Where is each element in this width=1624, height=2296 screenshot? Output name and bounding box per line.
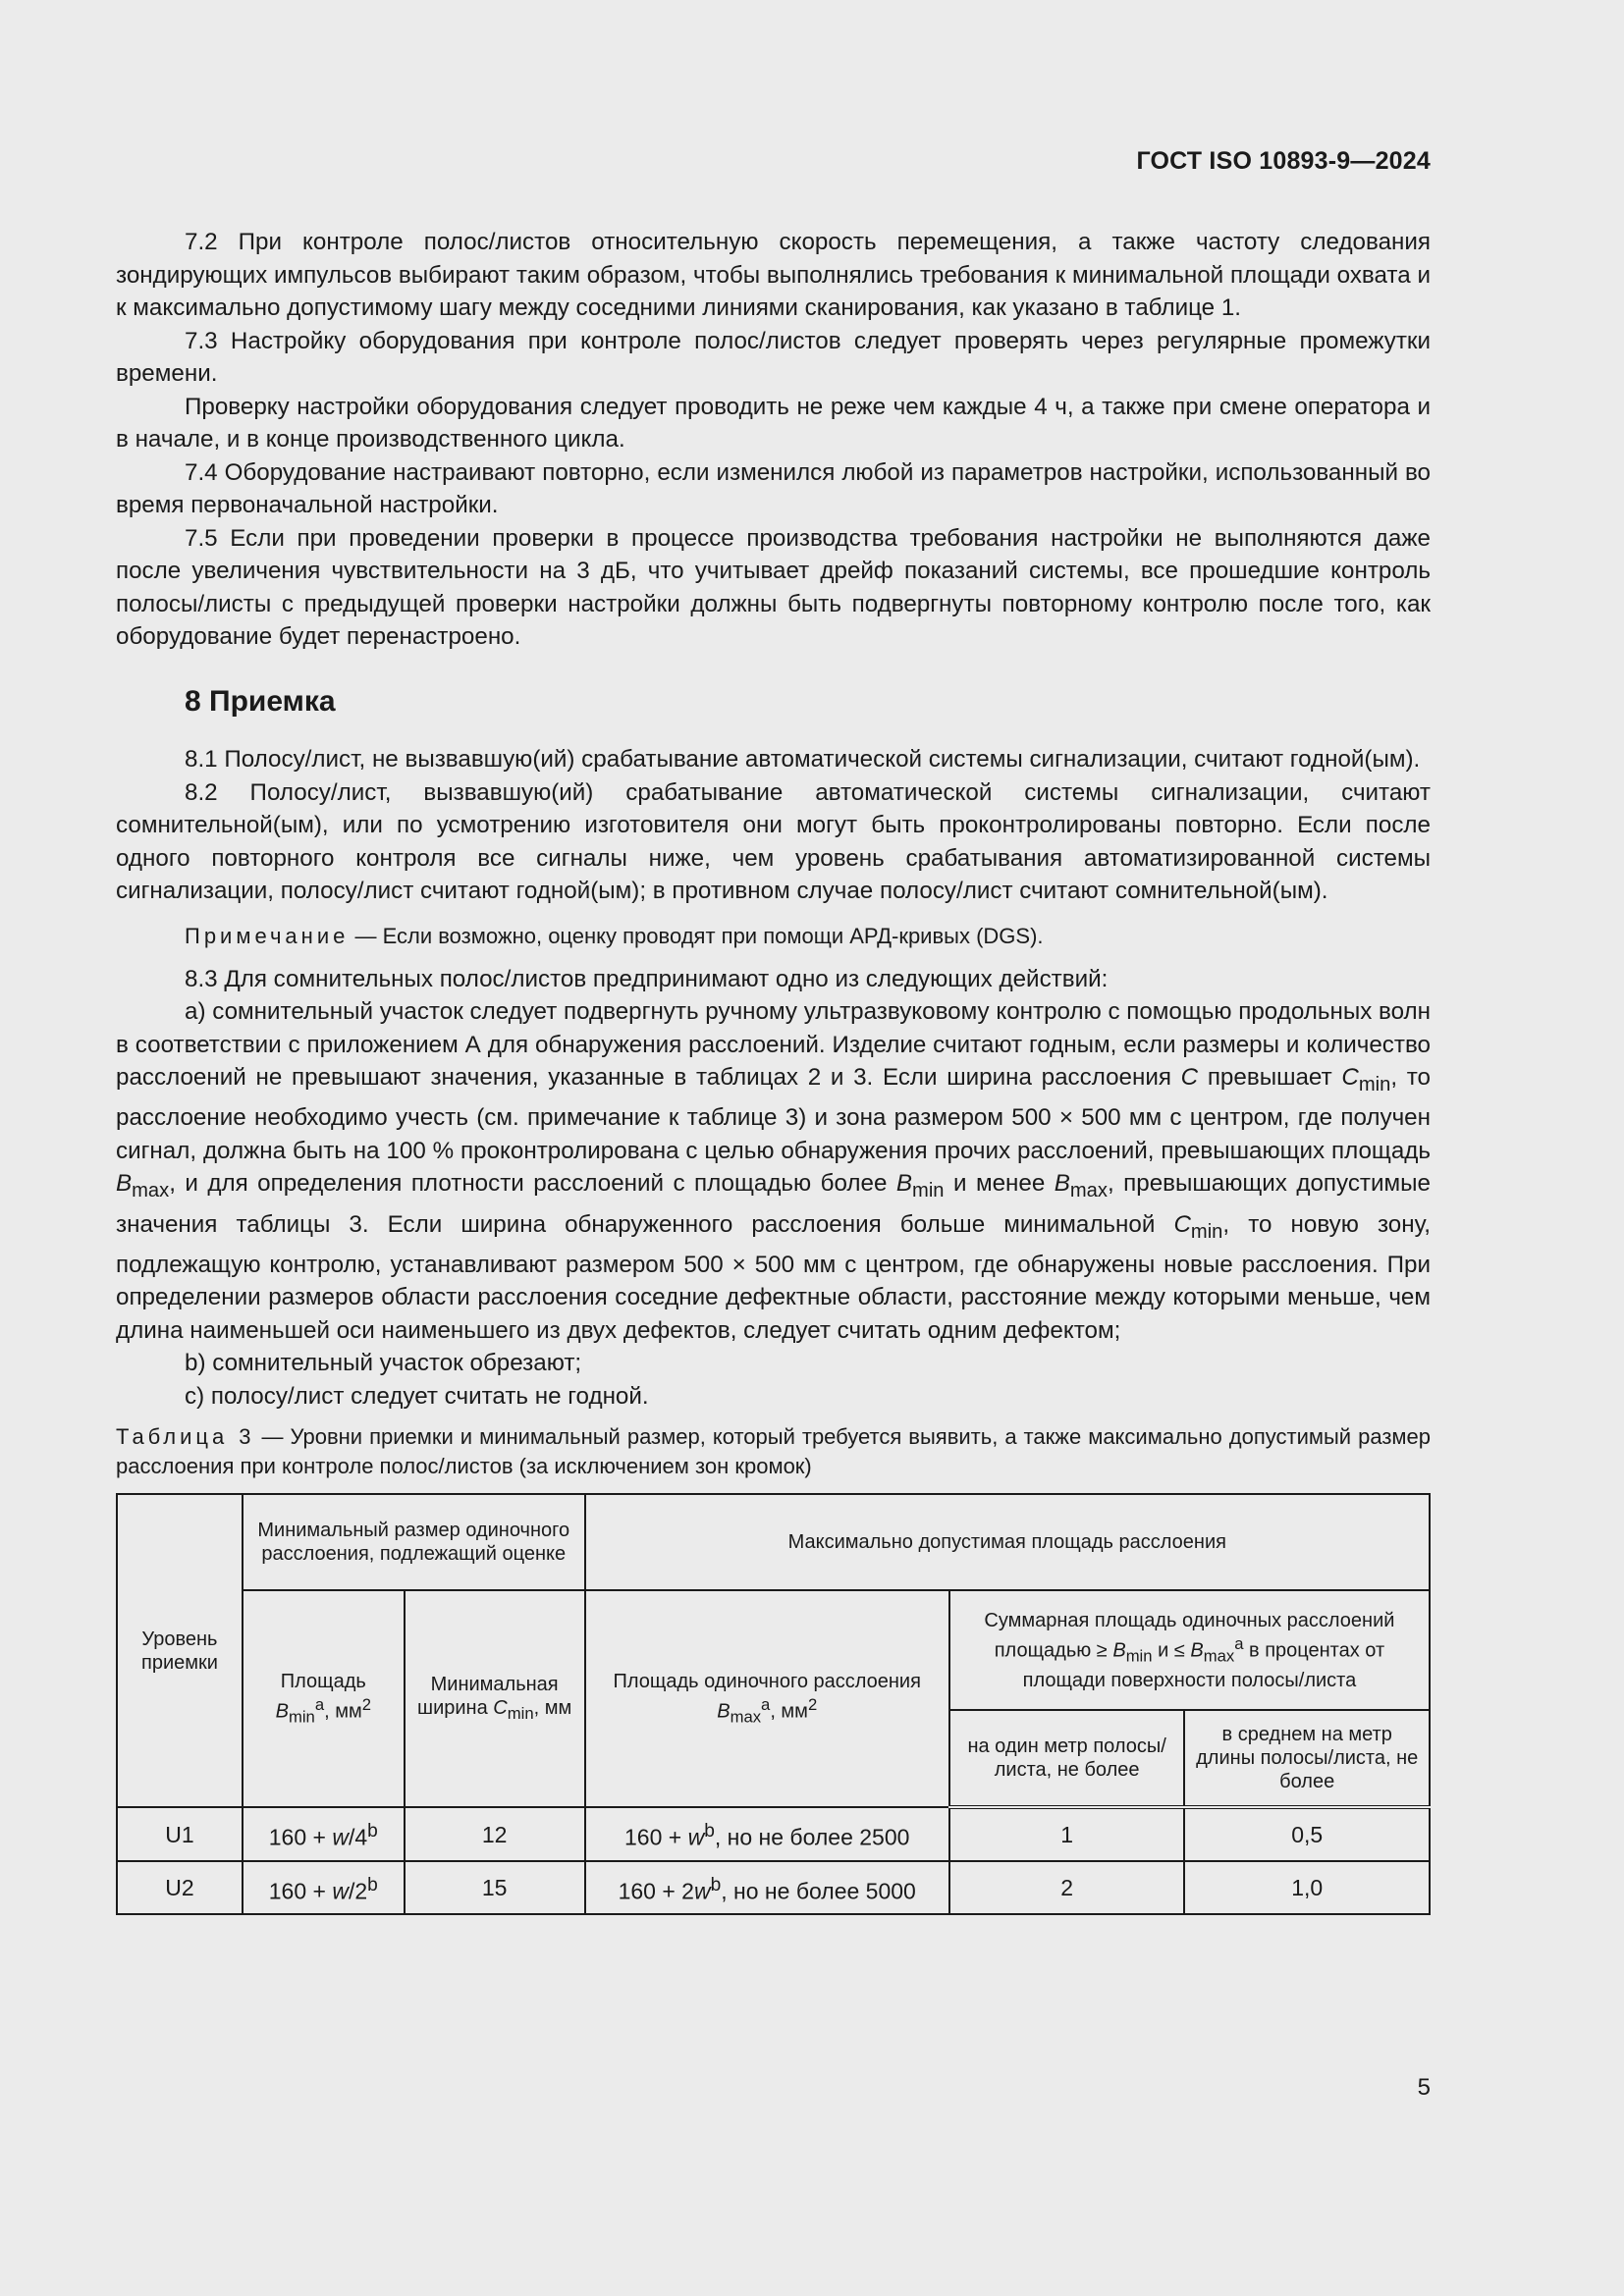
page-number: 5 — [1417, 2074, 1431, 2101]
header-area: Площадь $B_{min}^a$, $мм^2$ — [243, 1590, 405, 1807]
header-min-width: Минимальная ширина $C_{min}$, мм — [405, 1590, 585, 1807]
table-caption: Таблица 3 — Уровни приемки и минимальный размер, который требуется выявить, а также максимально допустимый размер расслоения при контроле полос/листов (за исключением зон кромок) — [116, 1424, 1431, 1479]
header-min-size: Минимальный размер одиночного расслоения, подлежащий оценке — [243, 1494, 585, 1590]
paragraph-7-3-cont: Проверку настройки оборудования следует проводить не реже чем каждые 4 ч, а также при смене оператора и в начале, и в конце производственного цикла. — [116, 393, 1431, 453]
item-c: c) полосу/лист следует считать не годной. — [185, 1382, 649, 1410]
table-3 — [116, 1493, 1431, 1915]
item-a: а) сомнительный участок следует подвергнуть ручному ультразвуковому контролю с помощью продольных волн в соответствии с приложением А для обнаружения расслоений. Изделие считают годным, если размеры и количество расслоений не превышают значения, указанные в таблицах 2 и 3. Если ширина расслоения C превышает $C_{min}$, то расслоение необходимо учесть (см. примечание к таблице 3) и зона размером 500 × 500 мм с центром, где получен сигнал, должна быть на 100 % проконтролирована с целью обнаружения прочих расслоений, превышающих площадь $B_{max}$, и для определения плотности расслоений с площадью более $B_{min}$ и менее $B_{max}$, превышающих допустимые значения таблицы 3. Если ширина обнаруженного расслоения больше минимальной $C_{min}$, то новую зону, подлежащую контролю, устанавливают размером 500 × 500 мм с центром, где обнаружены новые расслоения. При определении размеров области расслоения соседние дефектные области, расстояние между которыми меньше, чем длина наименьшей оси наименьшего из двух дефектов, следует считать одним дефектом; — [116, 998, 1431, 1344]
header-max-area: Максимально допустимая площадь расслоения — [585, 1494, 1430, 1590]
document-body — [116, 226, 1431, 1915]
paragraph-8-2: 8.2 Полосу/лист, вызвавшую(ий) срабатывание автоматической системы сигнализации, считают сомнительной(ым), или по усмотрению изготовителя они могут быть проконтролированы повторно. Если после одного повторного контроля все сигналы ниже, чем уровень срабатывания автоматизированной системы сигнализации, полосу/лист считают годной(ым); в противном случае полосу/лист считают сомнительной(ым). — [116, 778, 1431, 904]
paragraph-7-2: 7.2 При контроле полос/листов относительную скорость перемещения, а также частоту следования зондирующих импульсов выбирают таким образом, чтобы выполнялись требования к минимальной площади охвата и к максимально допустимому шагу между соседними линиями сканирования, как указано в таблице 1. — [116, 229, 1431, 321]
paragraph-7-4: 7.4 Оборудование настраивают повторно, если изменился любой из параметров настройки, использованный во время первоначальной настройки. — [116, 458, 1431, 518]
paragraph-8-3: 8.3 Для сомнительных полос/листов предпринимают одно из следующих действий: — [185, 965, 1109, 992]
note — [116, 922, 1431, 951]
paragraph-7-5: 7.5 Если при проведении проверки в процессе производства требования настройки не выполняются даже после увеличения чувствительности на 3 дБ, что учитывает дрейф показаний системы, все прошедшие контроль полосы/листы с предыдущей проверки настройки должны быть подвергнуты повторному контролю после того, как оборудование будет перенастроено. — [116, 524, 1431, 650]
header-level: Уровень приемки — [117, 1494, 243, 1807]
table-row: U2 $160 + w/2^b$ 15 $160 + 2w^b$, но не более 5000 2 1,0 — [117, 1861, 1430, 1914]
section-title: 8 Приемка — [185, 684, 336, 718]
document-header: ГОСТ ISO 10893-9—2024 — [1136, 147, 1431, 175]
table-row: U1 $160 + w/4^b$ 12 $160 + w^b$, но не более 2500 1 0,5 — [117, 1807, 1430, 1861]
paragraph-8-1: 8.1 Полосу/лист, не вызвавшую(ий) срабатывание автоматической системы сигнализации, считают годной(ым). — [185, 746, 1421, 773]
header-single-area: Площадь одиночного расслоения $B_{max}^a$, $мм^2$ — [585, 1590, 949, 1807]
note-text: — Если возможно, оценку проводят при помощи АРД-кривых (DGS). — [349, 923, 1044, 948]
header-avg-meter: в среднем на метр длины полосы/листа, не более — [1184, 1710, 1430, 1807]
item-b: b) сомнительный участок обрезают; — [185, 1350, 582, 1377]
paragraph-7-3: 7.3 Настройку оборудования при контроле полос/листов следует проверять через регулярные промежутки времени. — [116, 327, 1431, 387]
header-sum-area: Суммарная площадь одиночных расслоений площадью ≥ $B_{min}$ $и \le B_{max}^a$ в процентах от площади поверхности полосы/листа — [949, 1590, 1430, 1710]
header-per-meter: на один метр полосы/листа, не более — [949, 1710, 1185, 1807]
note-label: Примечание — [185, 923, 350, 948]
